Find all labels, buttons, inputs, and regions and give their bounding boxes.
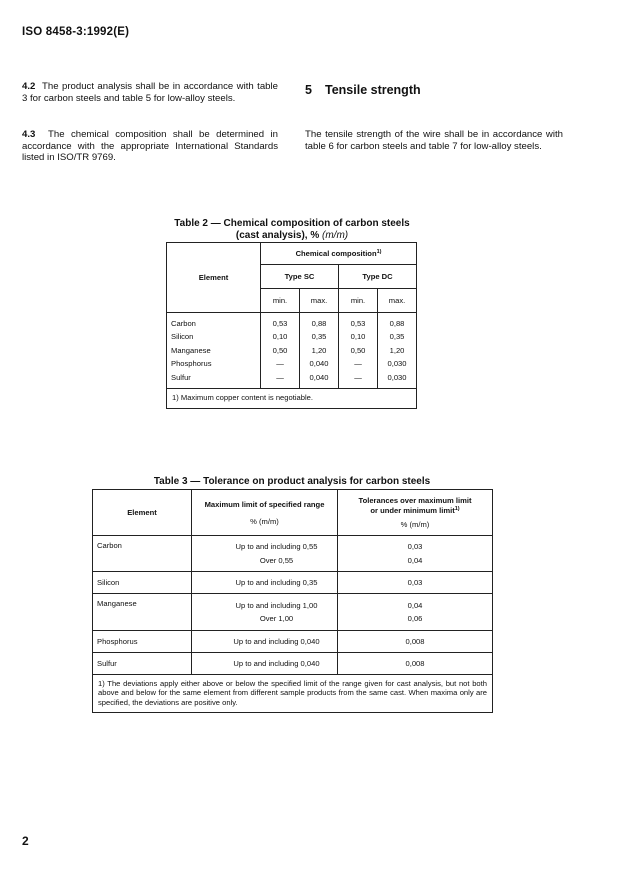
page-number: 2	[22, 834, 29, 848]
cell-value: 0,030	[387, 372, 407, 382]
cell-value: 0,53	[272, 318, 288, 328]
cell-value: 0,88	[311, 318, 327, 328]
table-row	[93, 572, 493, 594]
table3-element: Phosphorus	[93, 631, 192, 653]
clause-text: The chemical composition shall be determined in accordance with the appropriate International Standards listed in ISO/TR 9769.	[22, 129, 278, 164]
table2-dc-max-values	[378, 313, 417, 389]
table3-header-element: Element	[93, 490, 192, 536]
paragraph-4-3	[22, 129, 278, 164]
cell-value: 0,53	[350, 318, 366, 328]
paragraph-4-2	[22, 81, 278, 104]
table2-body	[167, 313, 417, 389]
table2-element: Sulfur	[171, 372, 191, 382]
table3-caption: Table 3 — Tolerance on product analysis for carbon steels	[153, 476, 431, 487]
table3-element: Sulfur	[93, 653, 192, 675]
clause-number: 4.3	[22, 129, 36, 140]
cell-value: Over 0,55	[259, 555, 294, 565]
table-row	[93, 631, 493, 653]
table3-header-tol-unit: % (m/m)	[400, 519, 430, 529]
table3-header-max-limit-text: Maximum limit of specified range	[204, 499, 325, 509]
cell-value: 0,35	[311, 332, 327, 342]
cell-value: —	[354, 359, 362, 369]
cell-value: 0,50	[350, 345, 366, 355]
cell-value: 0,03	[407, 542, 423, 551]
cell-value: 0,040	[309, 372, 329, 382]
table3-ranges	[192, 536, 338, 572]
table2-header-sc-min: min.	[261, 289, 300, 313]
cell-value: 0,10	[350, 332, 366, 342]
table2-header-sc-max: max.	[300, 289, 339, 313]
cell-value: 0,030	[387, 359, 407, 369]
cell-value: —	[276, 372, 284, 382]
paragraph-5: The tensile strength of the wire shall be in accordance with table 6 for carbon steels and table 7 for low-alloy steels.	[305, 129, 563, 152]
table2-sc-max-values	[300, 313, 339, 389]
cell-value: Up to and including 0,040	[192, 631, 338, 653]
cell-value: 0,040	[309, 359, 329, 369]
cell-value: 1,20	[389, 345, 405, 355]
table-row	[93, 653, 493, 675]
table3-footnote: 1) The deviations apply either above or below the specified limit of the range given for cast analysis, but not both above and below for the same element from different sample products from the same cast. When maxima only are specified, the deviations are positive only.	[93, 675, 493, 713]
cell-value: Up to and including 1,00	[235, 600, 318, 610]
table2-footnote: 1) Maximum copper content is negotiable.	[167, 389, 417, 409]
clause-text: The product analysis shall be in accordance with table 3 for carbon steels and table 5 for low-alloy steels.	[22, 81, 278, 104]
table2-header-dc-max: max.	[378, 289, 417, 313]
table3-tolerances	[338, 536, 493, 572]
cell-value: 0,10	[272, 332, 288, 342]
table3-ranges	[192, 594, 338, 631]
cell-value: 0,35	[389, 332, 405, 342]
cell-value: —	[276, 359, 284, 369]
section-number: 5	[305, 83, 312, 97]
table2-header-type-dc: Type DC	[339, 265, 417, 289]
cell-value: 0,008	[338, 653, 493, 675]
table2-caption-unit: (m/m)	[322, 229, 349, 241]
table2-elements	[167, 313, 261, 389]
table2-header-element: Element	[167, 243, 261, 313]
table2-caption-text: (cast analysis), %	[235, 229, 320, 241]
cell-value: 1,20	[311, 345, 327, 355]
table3-element: Manganese	[93, 594, 192, 631]
table-row	[93, 594, 493, 631]
cell-value: 0,008	[338, 631, 493, 653]
table3-header	[93, 490, 493, 536]
table2-header-chem-text: Chemical composition	[295, 249, 377, 258]
table2-header-dc-min: min.	[339, 289, 378, 313]
cell-value: Over 1,00	[259, 614, 294, 623]
cell-value: 0,88	[389, 318, 405, 328]
table3	[92, 489, 493, 713]
section-title: Tensile strength	[325, 83, 421, 97]
table2-element: Silicon	[171, 332, 194, 342]
footnote-marker: 1)	[376, 249, 382, 255]
table2-dc-min-values	[339, 313, 378, 389]
table3-tolerances	[338, 594, 493, 631]
table2-element: Phosphorus	[171, 359, 212, 369]
table2-header-type-sc: Type SC	[261, 265, 339, 289]
cell-value: 0,04	[407, 555, 423, 565]
cell-value: 0,03	[338, 572, 493, 594]
footnote-marker: 1)	[454, 505, 460, 512]
table3-header-tol-line2-text: or under minimum limit	[370, 505, 455, 515]
table3-header-tol-line1: Tolerances over maximum limit	[358, 495, 472, 505]
cell-value: 0,50	[272, 345, 288, 355]
cell-value: Up to and including 0,35	[192, 572, 338, 594]
section-heading	[305, 83, 421, 97]
table2-header-chem	[261, 243, 417, 265]
table2	[166, 242, 417, 409]
document-id: ISO 8458-3:1992(E)	[22, 26, 130, 38]
table2-caption-line2	[158, 230, 426, 242]
table2-sc-min-values	[261, 313, 300, 389]
table3-header-max-limit	[192, 490, 338, 536]
table2-element: Manganese	[171, 345, 211, 355]
table2-caption	[158, 218, 426, 241]
table3-header-tol-line2	[338, 506, 492, 516]
table2-element: Carbon	[171, 318, 196, 328]
cell-value: Up to and including 0,55	[235, 542, 318, 551]
table3-header-tolerance	[338, 490, 493, 536]
cell-value: 0,04	[407, 600, 423, 610]
table-row	[93, 536, 493, 572]
cell-value: Up to and including 0,040	[192, 653, 338, 675]
table3-element: Silicon	[93, 572, 192, 594]
table3-element: Carbon	[93, 536, 192, 572]
clause-number: 4.2	[22, 81, 36, 92]
cell-value: —	[354, 372, 362, 382]
table2-caption-line1: Table 2 — Chemical composition of carbon steels	[174, 218, 410, 229]
cell-value: 0,06	[407, 614, 423, 623]
table3-header-max-limit-unit: % (m/m)	[250, 516, 279, 526]
